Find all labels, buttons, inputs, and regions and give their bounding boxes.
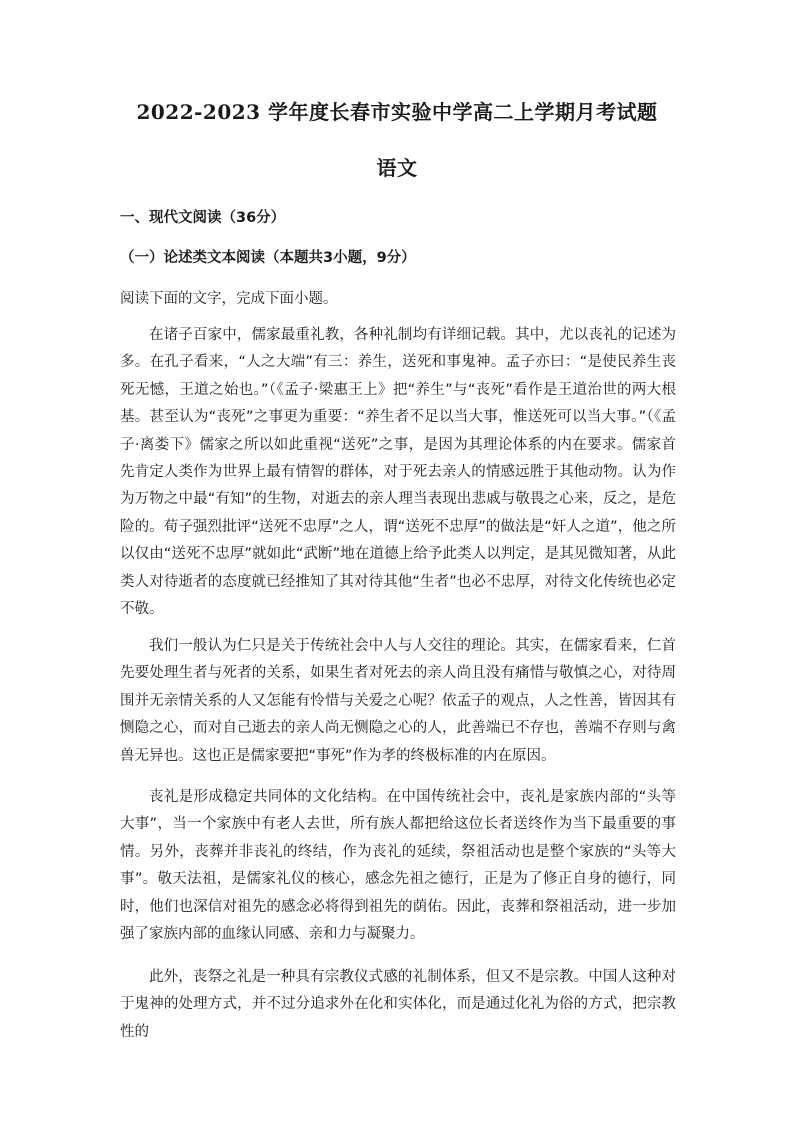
subsection-heading: （一）论述类文本阅读（本题共3小题，9分） xyxy=(120,250,416,266)
paragraph-2: 我们一般认为仁只是关于传统社会中人与人交往的理论。其实，在儒家看来，仁首先要处理生者与死者的关系，如果生者对死去的亲人尚且没有痛惜与敬慎之心，对待周围并无亲情关系的人又怎能有怜惜与关爱之心呢？依孟子的观点，人之性善，皆因其有恻隐之心，而对自己逝去的亲人尚无恻隐之心的人，此善端已不存也，善端不存则与禽兽无异也。这也正是儒家要把“事死”作为孝的终极标准的内在原因。 xyxy=(120,638,676,764)
paragraph-3: 丧礼是形成稳定共同体的文化结构。在中国传统社会中，丧礼是家族内部的“头等大事”，当一个家族中有老人去世，所有族人都把给这位长者送终作为当下最重要的事情。另外，丧葬并非丧礼的终结，作为丧礼的延续，祭祖活动也是整个家族的“头等大事”。敬天法祖，是儒家礼仪的核心，感念先祖之德行，正是为了修正自身的德行，同时，他们也深信对祖先的感念必将得到祖先的荫佑。因此，丧葬和祭祖活动，进一步加强了家族内部的血缘认同感、亲和力与凝聚力。 xyxy=(120,789,676,943)
subject-title: 语文 xyxy=(376,156,418,180)
paragraph-4: 此外，丧祭之礼是一种具有宗教仪式感的礼制体系，但又不是宗教。中国人这种对于鬼神的处理方式，并不过分追求外在化和实体化，而是通过化礼为俗的方式，把宗教性的 xyxy=(120,969,676,1040)
paragraph-1: 在诸子百家中，儒家最重礼教，各种礼制均有详细记载。其中，尤以丧礼的记述为多。在孔子看来，“人之大端”有三：养生，送死和事鬼神。孟子亦曰：“是使民养生丧死无憾，王道之始也。”（《孟子·梁惠王上》把“养生”与“丧死”看作是王道治世的两大根基。甚至认为“丧死”之事更为重要：“养生者不足以当大事，惟送死可以当大事。”（《孟子·离娄下》儒家之所以如此重视“送死”之事，是因为其理论体系的内在要求。儒家首先肯定人类作为世界上最有情智的群体，对于死去亲人的情感远胜于其他动物。认为作为万物之中最“有知”的生物，对逝去的亲人理当表现出悲戚与敬畏之心来，反之，是危险的。荀子强烈批评“送死不忠厚”之人，谓“送死不忠厚”的做法是“奸人之道”，他之所以仅由“送死不忠厚”就如此“武断”地在道德上给予此类人以判定，是其见微知著，从此类人对待逝者的态度就已经推知了其对待其他“生者”也必不忠厚，对待文化传统也必定不敬。 xyxy=(120,327,676,618)
reading-instruction: 阅读下面的文字，完成下面小题。 xyxy=(120,291,338,307)
page-title: 2022-2023 学年度长春市实验中学高二上学期月考试题 xyxy=(136,100,658,124)
section-heading: 一、现代文阅读（36分） xyxy=(120,210,286,226)
